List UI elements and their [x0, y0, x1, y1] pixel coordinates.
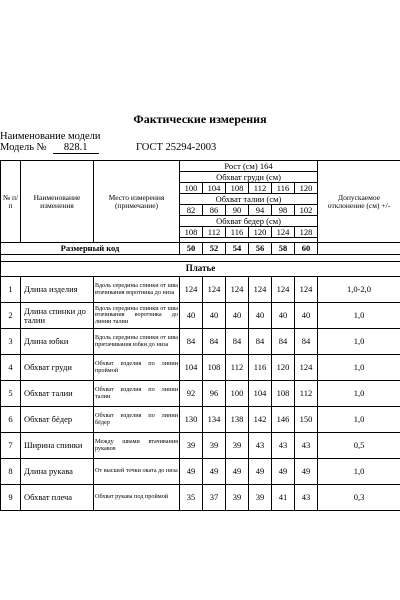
table-row — [1, 329, 400, 355]
row-tolerance: 1,0-2,0 — [318, 277, 400, 303]
row-value: 39 — [249, 485, 272, 511]
row-value: 138 — [226, 407, 249, 433]
hip-value: 116 — [226, 227, 249, 238]
chest-value: 104 — [203, 183, 226, 194]
model-no-value: 828.1 — [53, 142, 99, 154]
row-place: От высшей точки оката до низа — [94, 459, 180, 485]
table-row — [1, 277, 400, 303]
row-value: 84 — [295, 329, 318, 355]
row-value: 40 — [272, 303, 295, 329]
size-code-label: Размерный код — [1, 243, 180, 255]
size-code-tolerance-cell — [318, 243, 400, 255]
row-value: 120 — [272, 355, 295, 381]
row-number: 9 — [1, 485, 21, 511]
row-value: 124 — [295, 277, 318, 303]
row-value: 43 — [249, 433, 272, 459]
table-row — [1, 381, 400, 407]
row-number: 6 — [1, 407, 21, 433]
row-value: 124 — [295, 355, 318, 381]
row-place: Вдоль середины спинки от шва втачивания воротника до линии талии — [94, 303, 180, 329]
row-number: 3 — [1, 329, 21, 355]
spacer — [1, 255, 400, 262]
model-line — [0, 142, 217, 154]
row-tolerance: 1,0 — [318, 329, 400, 355]
row-value: 49 — [203, 459, 226, 485]
chest-value: 116 — [272, 183, 295, 194]
waist-value: 82 — [180, 205, 203, 216]
row-name: Обхват плеча — [21, 485, 94, 511]
row-value: 41 — [272, 485, 295, 511]
row-name: Обхват талии — [21, 381, 94, 407]
row-value: 124 — [203, 277, 226, 303]
chest-value: 108 — [226, 183, 249, 194]
row-number: 1 — [1, 277, 21, 303]
size-code: 60 — [295, 243, 318, 255]
hip-value: 124 — [272, 227, 295, 238]
row-value: 100 — [226, 381, 249, 407]
row-value: 84 — [180, 329, 203, 355]
table-row — [1, 459, 400, 485]
row-place: Обхват изделия по линии бёдер — [94, 407, 180, 433]
row-value: 96 — [203, 381, 226, 407]
row-value: 39 — [226, 433, 249, 459]
row-value: 49 — [295, 459, 318, 485]
row-place: Вдоль середины спинки от шва притачивания юбки до низа — [94, 329, 180, 355]
row-tolerance: 1,0 — [318, 459, 400, 485]
chest-value: 112 — [249, 183, 272, 194]
row-value: 49 — [226, 459, 249, 485]
header-hips: Обхват бедер (см) — [180, 216, 318, 227]
row-number: 5 — [1, 381, 21, 407]
row-value: 104 — [180, 355, 203, 381]
row-value: 39 — [180, 433, 203, 459]
row-value: 40 — [295, 303, 318, 329]
waist-value: 94 — [249, 205, 272, 216]
row-name: Длина спинки до талии — [21, 303, 94, 329]
row-value: 43 — [295, 433, 318, 459]
hip-value: 112 — [203, 227, 226, 238]
row-place: Между швами втачивания рукавов — [94, 433, 180, 459]
table-row — [1, 407, 400, 433]
model-no-label: Модель № — [0, 142, 47, 153]
row-tolerance: 1,0 — [318, 407, 400, 433]
row-value: 43 — [272, 433, 295, 459]
row-tolerance: 0,5 — [318, 433, 400, 459]
header-name: Наименование изменения — [21, 161, 94, 243]
row-value: 35 — [180, 485, 203, 511]
model-name-label: Наименование модели — [0, 131, 101, 142]
row-value: 39 — [226, 485, 249, 511]
measurements-table — [0, 160, 400, 511]
section-title: Платье — [1, 262, 400, 277]
row-value: 112 — [295, 381, 318, 407]
page-title: Фактические измерения — [133, 112, 267, 126]
row-value: 40 — [226, 303, 249, 329]
header-waist: Обхват талии (см) — [180, 194, 318, 205]
table-row — [1, 433, 400, 459]
waist-value: 102 — [295, 205, 318, 216]
row-value: 108 — [272, 381, 295, 407]
row-value: 49 — [272, 459, 295, 485]
row-value: 40 — [180, 303, 203, 329]
chest-value: 100 — [180, 183, 203, 194]
row-value: 124 — [272, 277, 295, 303]
hip-value: 120 — [249, 227, 272, 238]
row-value: 49 — [180, 459, 203, 485]
table-body — [1, 161, 400, 511]
row-place: Вдоль середины спинки от шва втачивания воротника до низа — [94, 277, 180, 303]
row-value: 150 — [295, 407, 318, 433]
header-tolerance: Допускаемое отклонение (см) +/- — [318, 161, 400, 243]
row-value: 124 — [249, 277, 272, 303]
row-value: 142 — [249, 407, 272, 433]
header-num: № п/п — [1, 161, 21, 243]
row-place: Обхват рукава под проймой — [94, 485, 180, 511]
header-height: Рост (см) 164 — [180, 161, 318, 172]
row-name: Длина изделия — [21, 277, 94, 303]
row-value: 124 — [180, 277, 203, 303]
waist-value: 90 — [226, 205, 249, 216]
row-tolerance: 1,0 — [318, 303, 400, 329]
row-number: 7 — [1, 433, 21, 459]
gost-standard: ГОСТ 25294-2003 — [136, 142, 217, 153]
waist-value: 98 — [272, 205, 295, 216]
waist-value: 86 — [203, 205, 226, 216]
row-tolerance: 1,0 — [318, 381, 400, 407]
row-name: Длина рукава — [21, 459, 94, 485]
row-value: 112 — [226, 355, 249, 381]
hip-value: 108 — [180, 227, 203, 238]
row-value: 84 — [249, 329, 272, 355]
row-value: 43 — [295, 485, 318, 511]
row-value: 134 — [203, 407, 226, 433]
row-tolerance: 1,0 — [318, 355, 400, 381]
row-value: 40 — [203, 303, 226, 329]
row-place: Обхват изделия по линии проймой — [94, 355, 180, 381]
row-name: Обхват груди — [21, 355, 94, 381]
size-code: 56 — [249, 243, 272, 255]
row-value: 104 — [249, 381, 272, 407]
row-value: 92 — [180, 381, 203, 407]
hip-value: 128 — [295, 227, 318, 238]
table-row — [1, 485, 400, 511]
row-number: 8 — [1, 459, 21, 485]
row-number: 4 — [1, 355, 21, 381]
row-value: 146 — [272, 407, 295, 433]
table-row — [1, 355, 400, 381]
row-value: 40 — [249, 303, 272, 329]
row-tolerance: 0,3 — [318, 485, 400, 511]
row-name: Длина юбки — [21, 329, 94, 355]
row-value: 124 — [226, 277, 249, 303]
row-name: Ширина спинки — [21, 433, 94, 459]
row-value: 39 — [203, 433, 226, 459]
size-code: 52 — [203, 243, 226, 255]
size-code: 58 — [272, 243, 295, 255]
header-place: Место измерения (примечание) — [94, 161, 180, 243]
row-value: 37 — [203, 485, 226, 511]
row-value: 130 — [180, 407, 203, 433]
table-row — [1, 303, 400, 329]
row-value: 116 — [249, 355, 272, 381]
row-value: 84 — [203, 329, 226, 355]
header-chest: Обхват груди (см) — [180, 172, 318, 183]
row-value: 49 — [249, 459, 272, 485]
size-code: 50 — [180, 243, 203, 255]
row-value: 108 — [203, 355, 226, 381]
row-place: Обхват изделия по линии талии — [94, 381, 180, 407]
row-number: 2 — [1, 303, 21, 329]
row-value: 84 — [226, 329, 249, 355]
size-code-row — [1, 243, 400, 255]
row-name: Обхват бёдер — [21, 407, 94, 433]
size-code: 54 — [226, 243, 249, 255]
chest-value: 120 — [295, 183, 318, 194]
row-value: 84 — [272, 329, 295, 355]
